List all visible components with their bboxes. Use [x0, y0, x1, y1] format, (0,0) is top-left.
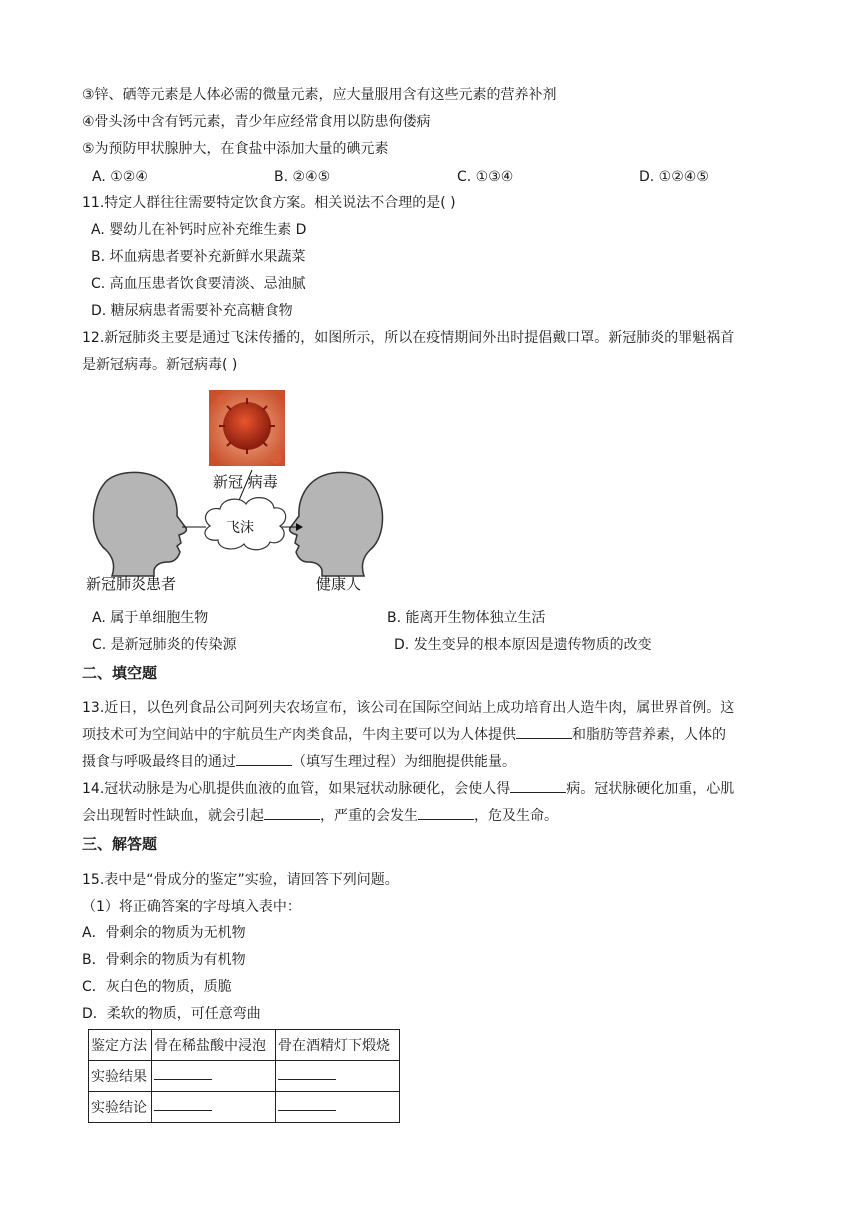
q11-stem: 11.特定人群往往需要特定饮食方案。相关说法不合理的是( ) [82, 195, 456, 211]
q12-option-b[interactable]: B. 能离开生物体独立生活 [387, 610, 546, 626]
q14-blank-3[interactable] [418, 819, 474, 820]
q10-item-4: ④骨头汤中含有钙元素，青少年应经常食用以防患佝偻病 [82, 114, 431, 130]
q13-line3 [82, 752, 516, 772]
table-row [89, 1092, 400, 1123]
q14-blank-1[interactable] [510, 792, 566, 793]
q14-line2 [82, 806, 558, 826]
answer-blank-result-acid[interactable] [154, 1079, 212, 1080]
q13-line2-text-b: 和脂肪等营养素，人体的 [572, 727, 726, 743]
q15-sub1: （1）将正确答案的字母填入表中： [82, 899, 301, 915]
q13-blank-2[interactable] [236, 765, 292, 766]
q14-line1 [82, 779, 734, 799]
virus-image [209, 390, 285, 466]
answer-blank-conclusion-acid[interactable] [154, 1110, 212, 1111]
virus-label: 新冠 病毒 [213, 473, 278, 491]
q12-stem-line2: 是新冠病毒。新冠病毒( ) [82, 357, 238, 373]
q13-line1: 13.近日，以色列食品公司阿列夫农场宣布，该公司在国际空间站上成功培育出人造牛肉，属世界首例。这 [82, 700, 735, 716]
answer-blank-conclusion-burn[interactable] [278, 1110, 336, 1111]
q15-choice-c: C．灰白色的物质，质脆 [82, 979, 232, 995]
q10-option-c[interactable]: C. ①③④ [457, 169, 514, 185]
q13-line2 [82, 725, 726, 745]
q15-stem: 15.表中是“骨成分的鉴定”实验，请回答下列问题。 [82, 872, 399, 888]
section-heading-fill-blank: 二、填空题 [82, 664, 158, 682]
q11-option-d[interactable]: D. 糖尿病患者需要补充高糖食物 [91, 303, 293, 319]
section-heading-answer: 三、解答题 [82, 835, 158, 853]
q11-option-c[interactable]: C. 高血压患者饮食要清淡、忌油腻 [91, 276, 306, 292]
table-row [89, 1061, 400, 1092]
table-row-label: 实验结果 [89, 1061, 152, 1092]
table-header-cell: 鉴定方法 [89, 1030, 152, 1061]
healthy-label: 健康人 [316, 575, 362, 593]
q10-option-b[interactable]: B. ②④⑤ [274, 169, 331, 185]
q14-blank-2[interactable] [264, 819, 320, 820]
q14-line1-text-a: 14.冠状动脉是为心肌提供血液的血管，如果冠状动脉硬化，会使人得 [82, 781, 511, 797]
q13-line3-text-a: 摄食与呼吸最终目的通过 [82, 754, 236, 770]
q14-line2-text-a: 会出现暂时性缺血，就会引起 [82, 808, 264, 824]
q14-line1-text-b: 病。冠状脉硬化加重，心肌 [566, 781, 735, 797]
patient-label: 新冠肺炎患者 [86, 575, 177, 593]
table-header-cell: 骨在酒精灯下煅烧 [276, 1030, 400, 1061]
droplet-label: 飞沫 [226, 520, 254, 536]
q12-stem-line1: 12.新冠肺炎主要是通过飞沫传播的，如图所示，所以在疫情期间外出时提倡戴口罩。新冠肺炎的罪魁祸首 [82, 330, 735, 346]
q15-choice-b: B．骨剩余的物质为有机物 [82, 952, 246, 968]
q12-option-c[interactable]: C. 是新冠肺炎的传染源 [92, 637, 237, 653]
healthy-head-silhouette [290, 472, 383, 576]
q10-item-3: ③锌、硒等元素是人体必需的微量元素，应大量服用含有这些元素的营养补剂 [82, 87, 557, 103]
q15-choice-a: A．骨剩余的物质为无机物 [82, 925, 246, 941]
q11-option-b[interactable]: B. 坏血病患者要补充新鲜水果蔬菜 [91, 249, 306, 265]
q12-option-d[interactable]: D. 发生变异的根本原因是遗传物质的改变 [394, 637, 652, 653]
q13-blank-1[interactable] [516, 738, 572, 739]
q13-line2-text-a: 项技术可为空间站中的宇航员生产肉类食品，牛肉主要可以为人体提供 [82, 727, 516, 743]
bone-analysis-table [88, 1029, 400, 1123]
table-header-cell: 骨在稀盐酸中浸泡 [152, 1030, 276, 1061]
q14-line2-text-b: ，严重的会发生 [320, 808, 418, 824]
q13-line3-text-b: （填写生理过程）为细胞提供能量。 [292, 754, 516, 770]
q12-option-a[interactable]: A. 属于单细胞生物 [92, 610, 209, 626]
q10-option-a[interactable]: A. ①②④ [92, 169, 148, 185]
patient-head-silhouette [94, 472, 187, 576]
q10-option-d[interactable]: D. ①②④⑤ [639, 169, 709, 185]
transmission-figure [82, 386, 392, 598]
q15-choice-d: D．柔软的物质，可任意弯曲 [82, 1006, 261, 1022]
table-row-label: 实验结论 [89, 1092, 152, 1123]
q11-option-a[interactable]: A. 婴幼儿在补钙时应补充维生素 D [91, 222, 307, 238]
answer-blank-result-burn[interactable] [278, 1079, 336, 1080]
q10-item-5: ⑤为预防甲状腺肿大，在食盐中添加大量的碘元素 [82, 141, 389, 157]
q14-line2-text-c: ，危及生命。 [474, 808, 558, 824]
table-header-row [89, 1030, 400, 1061]
